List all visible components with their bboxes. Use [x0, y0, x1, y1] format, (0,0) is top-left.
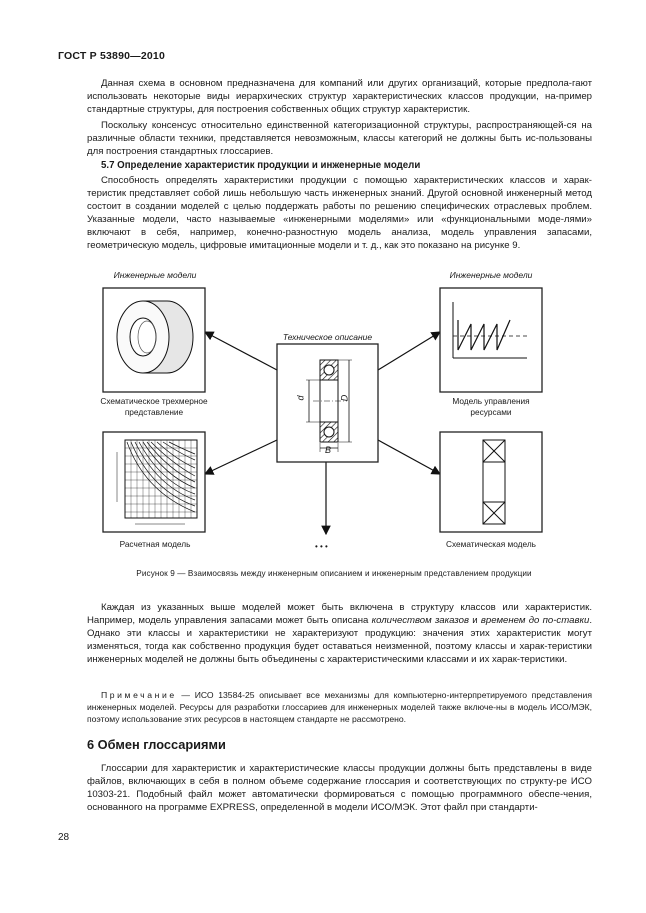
dim-B-label: B	[325, 445, 332, 455]
figure-9	[55, 262, 615, 562]
bl-caption: Расчетная модель	[119, 539, 191, 549]
section-6-title: 6 Обмен глоссариями	[87, 737, 226, 752]
p4-italic-1: количеством заказов	[371, 615, 469, 627]
p4-text-b: и	[469, 615, 481, 627]
top-left-label: Инженерные модели	[113, 270, 197, 280]
page-number: 28	[58, 832, 70, 843]
note-text: — ИСО 13584-25 описывает все механизмы для компьютерно-интерпретируемого представления инженерных моделей. Ресурсы для разработки глоссариев для инженерных моделей также включе-ны в модель ИСО/МЭК, поэтому использование этих ресурсов в настоящем стандарте не рассмотрено.	[87, 690, 592, 724]
bl-box	[103, 432, 205, 532]
p4-italic-2: временем до по-ставки	[480, 615, 590, 627]
p4-text-c: . Однако эти классы и характеристики не характеризуют продукцию: значения этих характеристик могут изменяться, тогда как собственно продукция будет оставаться неизменной, поэтому классы и харак-теристики инженерных моделей не должны быть объединены с характеристическими классами и их харак-теристики.	[87, 615, 592, 666]
note-label: Примечание	[101, 690, 177, 700]
section-5-7-title: 5.7 Определение характеристик продукции и инженерные модели	[101, 160, 421, 171]
dim-d-label: d	[295, 395, 306, 401]
top-right-label: Инженерные модели	[449, 270, 533, 280]
ellipsis: • • •	[315, 542, 328, 551]
document-header: ГОСТ Р 53890—2010	[58, 50, 166, 62]
paragraph-4	[87, 601, 592, 666]
paragraph-3: Способность определять характеристики продукции с помощью характеристических классов и харак-теристик представляет собой лишь небольшую часть инженерных знаний. Другой основной инженерный метод состоит в создании моделей с целью поддержать работы по решению специфических отраслевых проблем. Указанные модели, часто называемые «инженерными моделями» или «функциональными моде-лями» включают в себя, например, конечно-разностную модель анализа, модель управления запасами, геометрическую модель, цифровые имитационные модели и т. д., как это показано на рисунке 9.	[87, 175, 592, 252]
center-label: Техническое описание	[282, 332, 373, 342]
tr-caption: Модель управления ресурсами	[452, 396, 530, 417]
figure-caption: Рисунок 9 — Взаимосвязь между инженерным описанием и инженерным представлением продукции	[136, 569, 532, 578]
note	[87, 689, 592, 725]
br-caption: Схематическая модель	[445, 539, 537, 549]
br-box	[440, 432, 542, 532]
tr-box	[440, 288, 542, 392]
p4-text-a: Каждая из указанных выше моделей может быть включена в структуру классов или характеристик. Например, модель управления запасами может быть описана	[87, 602, 592, 627]
dim-D-label: D	[339, 394, 350, 402]
paragraph-1: Данная схема в основном предназначена для компаний или других организаций, которые предпола-гают использовать некоторые виды иерархических структур характеристических классов продукции, на-пример стандартные структуры, для построения собственных общих структур характеристик.	[87, 78, 592, 116]
tl-caption: Схематическое трехмерное представление	[100, 396, 208, 417]
section-6-text: Глоссарии для характеристик и характеристические классы продукции должны быть представлены в виде файлов, включающих в себя в полном объеме содержание глоссария и соответствующих по структу-ре ИСО 10303-21. Подобный файл может автоматически формироваться с помощью программного обеспе-чения, основанного на программе EXPRESS, определенной в модели ИСО/МЭК. Этот файл при стандарти-	[87, 763, 592, 814]
paragraph-2: Поскольку консенсус относительно единственной категоризационной структуры, распространяющей-ся на различные области техники, представляется невозможным, классы категорий не должны быть ис-пользованы для построения стандартных глоссариев.	[87, 120, 592, 158]
ring-3d-icon	[117, 301, 193, 373]
